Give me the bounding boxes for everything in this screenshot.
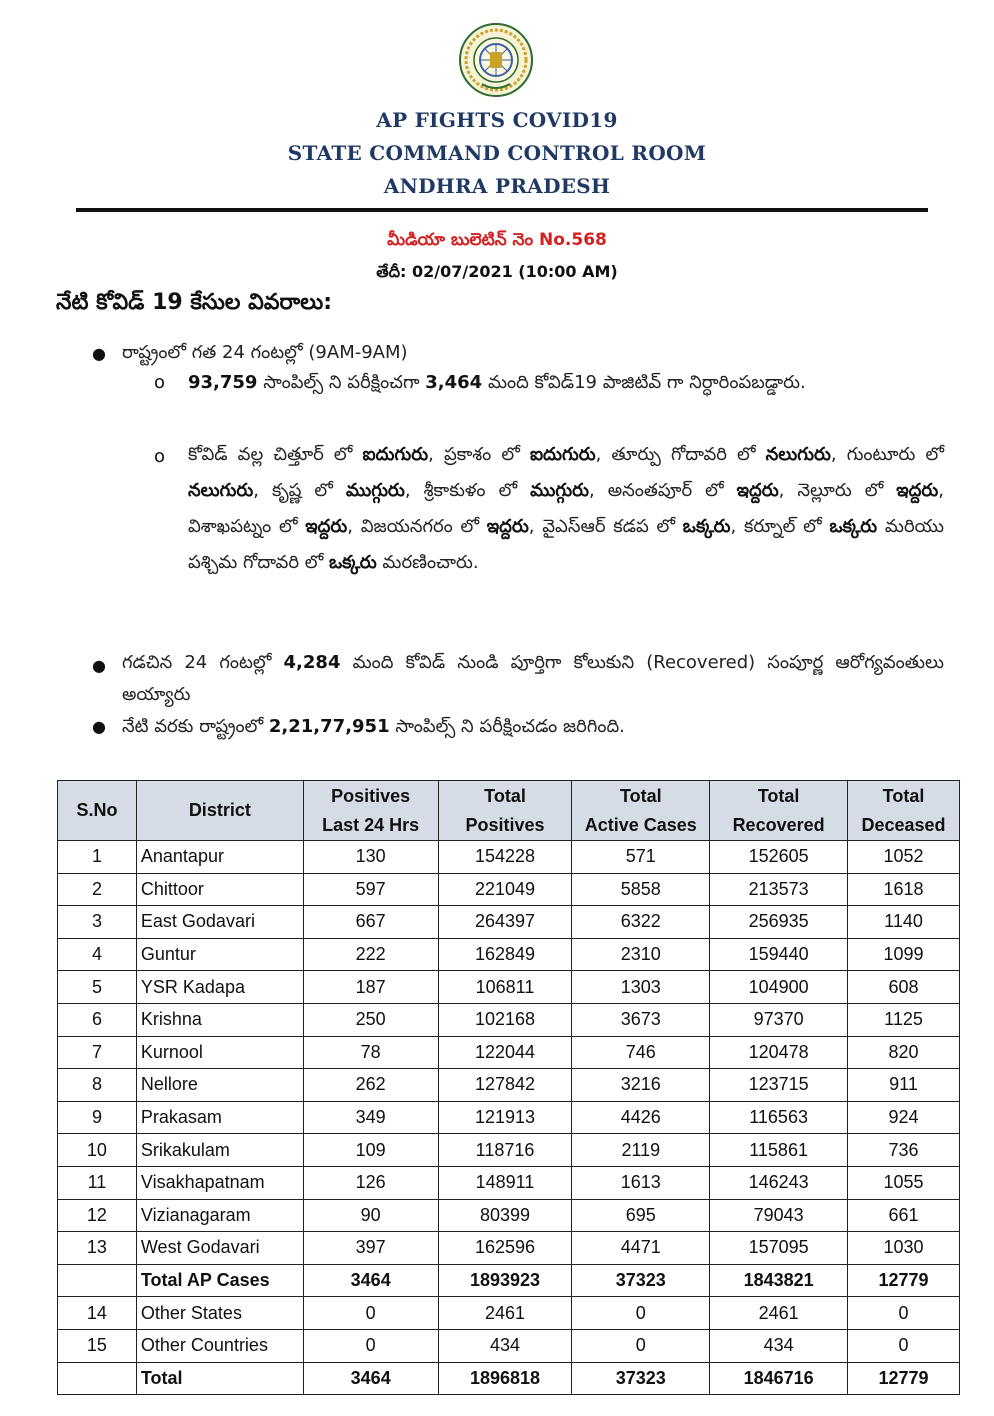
cell-total-deceased: 12779 (848, 1264, 960, 1297)
cell-positives-24h: 0 (303, 1297, 438, 1330)
deaths-text: , విజయనగరం లో (347, 516, 487, 537)
table-row (58, 971, 960, 1004)
cell-active-cases: 2119 (572, 1134, 710, 1167)
cell-sno: 14 (58, 1297, 137, 1330)
deaths-paragraph (188, 437, 944, 581)
table-row (58, 906, 960, 939)
cell-active-cases: 746 (572, 1036, 710, 1069)
table-header-row (58, 781, 960, 841)
table-row (58, 1069, 960, 1102)
cell-total-recovered: 1846716 (710, 1362, 848, 1395)
cell-total-recovered: 115861 (710, 1134, 848, 1167)
deaths-count: ఒక్కరు (829, 516, 878, 537)
cell-total-recovered: 1843821 (710, 1264, 848, 1297)
deaths-count: ఒక్కరు (682, 516, 731, 537)
cell-total-positives: 106811 (438, 971, 572, 1004)
deaths-text: , కృష్ణ లో (253, 480, 346, 501)
cell-total-recovered: 2461 (710, 1297, 848, 1330)
cell-positives-24h: 262 (303, 1069, 438, 1102)
total-samples-text-b: సాంపిల్స్ ని పరీక్షించడం జరిగింది. (395, 716, 625, 737)
bulletin-title: మీడియా బులెటిన్ నెం No.568 (387, 230, 607, 250)
cell-total-deceased: 924 (848, 1101, 960, 1134)
recovered-paragraph (122, 647, 944, 711)
cell-district: Total (136, 1362, 303, 1395)
cell-district: Prakasam (136, 1101, 303, 1134)
table-row (58, 938, 960, 971)
cell-sno: 12 (58, 1199, 137, 1232)
cell-total-positives: 80399 (438, 1199, 572, 1232)
cell-positives-24h: 250 (303, 1003, 438, 1036)
cell-district: YSR Kadapa (136, 971, 303, 1004)
cell-total-deceased: 0 (848, 1329, 960, 1362)
bullet-icon: ● (92, 717, 106, 736)
cell-total-positives: 102168 (438, 1003, 572, 1036)
cell-total-positives: 221049 (438, 873, 572, 906)
cell-district: Visakhapatnam (136, 1166, 303, 1199)
bullet-icon: ● (92, 344, 106, 363)
cell-total-recovered: 116563 (710, 1101, 848, 1134)
cell-sno: 5 (58, 971, 137, 1004)
recovered-text-a: గడచిన 24 గంటల్లో (122, 652, 272, 673)
cell-positives-24h: 109 (303, 1134, 438, 1167)
cell-total-deceased: 911 (848, 1069, 960, 1102)
table-body (58, 841, 960, 1395)
table-row (58, 1166, 960, 1199)
cell-sno: 1 (58, 841, 137, 874)
cell-active-cases: 571 (572, 841, 710, 874)
cell-positives-24h: 597 (303, 873, 438, 906)
deaths-text: , గుంటూరు లో (830, 444, 944, 465)
table-row (58, 841, 960, 874)
cell-total-deceased: 608 (848, 971, 960, 1004)
cell-active-cases: 0 (572, 1297, 710, 1330)
cell-active-cases: 6322 (572, 906, 710, 939)
district-stats-table (57, 780, 960, 1395)
total-samples-paragraph (122, 709, 944, 745)
cell-district: Vizianagaram (136, 1199, 303, 1232)
column-header-active-cases: Total Active Cases (572, 781, 710, 841)
cell-sno: 15 (58, 1329, 137, 1362)
deaths-count: ఒక్కరు (328, 552, 377, 573)
cell-sno: 7 (58, 1036, 137, 1069)
cell-total-recovered: 434 (710, 1329, 848, 1362)
cell-sno: 3 (58, 906, 137, 939)
deaths-count: ఇద్దరు (486, 516, 529, 537)
cell-positives-24h: 78 (303, 1036, 438, 1069)
column-header-total-recovered: Total Recovered (710, 781, 848, 841)
cell-active-cases: 2310 (572, 938, 710, 971)
cell-total-recovered: 157095 (710, 1232, 848, 1265)
cell-total-positives: 122044 (438, 1036, 572, 1069)
sub-bullet-icon: o (154, 446, 166, 467)
cell-sno: 2 (58, 873, 137, 906)
table-row (58, 1264, 960, 1297)
cell-total-recovered: 152605 (710, 841, 848, 874)
header-line-2: STATE COMMAND CONTROL ROOM (287, 141, 707, 165)
cell-active-cases: 695 (572, 1199, 710, 1232)
cell-total-positives: 148911 (438, 1166, 572, 1199)
cell-sno (58, 1264, 137, 1297)
cell-total-deceased: 1618 (848, 873, 960, 906)
table-row (58, 1003, 960, 1036)
cell-total-positives: 2461 (438, 1297, 572, 1330)
deaths-text: కోవిడ్ వల్ల చిత్తూర్ లో (188, 444, 363, 465)
table-row (58, 1199, 960, 1232)
deaths-text: , నెల్లూరు లో (778, 480, 897, 501)
date-label: తేదీ (376, 262, 401, 281)
samples-text-a: సాంపిల్స్ ని పరీక్షించగా (263, 372, 420, 393)
cell-positives-24h: 349 (303, 1101, 438, 1134)
table-row (58, 1232, 960, 1265)
total-samples-text-a: నేటి వరకు రాష్ట్రంలో (122, 716, 264, 737)
cell-active-cases: 4426 (572, 1101, 710, 1134)
cell-positives-24h: 0 (303, 1329, 438, 1362)
cell-active-cases: 0 (572, 1329, 710, 1362)
cell-district: East Godavari (136, 906, 303, 939)
table-row (58, 1036, 960, 1069)
deaths-count: ఇద్దరు (896, 480, 939, 501)
header-divider (76, 208, 928, 212)
cell-active-cases: 3216 (572, 1069, 710, 1102)
deaths-text: , వైఎస్ఆర్ కడప లో (528, 516, 683, 537)
cell-total-deceased: 736 (848, 1134, 960, 1167)
deaths-count: ఐదుగురు (362, 444, 429, 465)
cell-sno: 4 (58, 938, 137, 971)
cell-sno: 8 (58, 1069, 137, 1102)
header-line-3: ANDHRA PRADESH (383, 174, 611, 198)
cell-total-deceased: 1052 (848, 841, 960, 874)
deaths-text: , తూర్పు గోదావరి లో (595, 444, 766, 465)
cell-active-cases: 37323 (572, 1362, 710, 1395)
deaths-text: , విశాఖపట్నం లో (188, 480, 944, 537)
deaths-count: ఐదుగురు (529, 444, 596, 465)
cell-total-recovered: 146243 (710, 1166, 848, 1199)
column-header-total-deceased: Total Deceased (848, 781, 960, 841)
cell-total-deceased: 661 (848, 1199, 960, 1232)
bullet-1-heading: రాష్ట్రంలో గత 24 గంటల్లో (9AM-9AM) (122, 342, 408, 363)
cell-total-positives: 1893923 (438, 1264, 572, 1297)
cell-positives-24h: 3464 (303, 1264, 438, 1297)
samples-text-b: మంది కోవిడ్19 పాజిటివ్ గా నిర్ధారింపబడ్డారు. (487, 372, 806, 393)
header-line-1: AP FIGHTS COVID19 (376, 108, 618, 132)
cell-active-cases: 1303 (572, 971, 710, 1004)
deaths-count: ఇద్దరు (736, 480, 779, 501)
cell-district: Other States (136, 1297, 303, 1330)
deaths-count: నలుగురు (765, 444, 831, 465)
cell-sno: 10 (58, 1134, 137, 1167)
cell-positives-24h: 397 (303, 1232, 438, 1265)
cell-total-recovered: 213573 (710, 873, 848, 906)
cell-active-cases: 4471 (572, 1232, 710, 1265)
state-emblem-icon (458, 22, 534, 98)
table-row (58, 1101, 960, 1134)
cell-district: Nellore (136, 1069, 303, 1102)
cell-positives-24h: 222 (303, 938, 438, 971)
cell-total-recovered: 123715 (710, 1069, 848, 1102)
cell-district: Total AP Cases (136, 1264, 303, 1297)
cell-total-deceased: 1030 (848, 1232, 960, 1265)
cell-district: Kurnool (136, 1036, 303, 1069)
cell-sno (58, 1362, 137, 1395)
cell-total-positives: 434 (438, 1329, 572, 1362)
deaths-text: , శ్రీకాకుళం లో (404, 480, 531, 501)
samples-paragraph (188, 365, 908, 401)
cell-total-positives: 154228 (438, 841, 572, 874)
cell-total-deceased: 1055 (848, 1166, 960, 1199)
cell-district: West Godavari (136, 1232, 303, 1265)
cell-total-positives: 162849 (438, 938, 572, 971)
cell-total-positives: 1896818 (438, 1362, 572, 1395)
cell-sno: 13 (58, 1232, 137, 1265)
total-samples-count: 2,21,77,951 (268, 716, 390, 737)
bullet-icon: ● (92, 656, 106, 675)
cell-positives-24h: 187 (303, 971, 438, 1004)
section-title: నేటి కోవిడ్ 19 కేసుల వివరాలు: (56, 290, 333, 315)
positives-count: 3,464 (425, 372, 483, 393)
deaths-count: నలుగురు (188, 480, 254, 501)
table-row (58, 1362, 960, 1395)
cell-sno: 6 (58, 1003, 137, 1036)
deaths-text: మరియు పశ్చిమ గోదావరి లో (188, 516, 944, 573)
deaths-text: , అనంతపూర్ లో (589, 480, 737, 501)
cell-positives-24h: 667 (303, 906, 438, 939)
cell-total-deceased: 12779 (848, 1362, 960, 1395)
cell-active-cases: 5858 (572, 873, 710, 906)
cell-total-deceased: 1099 (848, 938, 960, 971)
cell-total-positives: 127842 (438, 1069, 572, 1102)
cell-active-cases: 3673 (572, 1003, 710, 1036)
recovered-text-b: మంది కోవిడ్ నుండి పూర్తిగా కోలుకుని (Recovered) సంపూర్ణ ఆరోగ్యవంతులు అయ్యారు (122, 652, 945, 705)
cell-district: Guntur (136, 938, 303, 971)
column-header-sno: S.No (58, 781, 137, 841)
cell-positives-24h: 130 (303, 841, 438, 874)
column-header-district: District (136, 781, 303, 841)
cell-total-recovered: 256935 (710, 906, 848, 939)
cell-total-recovered: 79043 (710, 1199, 848, 1232)
cell-district: Chittoor (136, 873, 303, 906)
cell-total-recovered: 120478 (710, 1036, 848, 1069)
cell-active-cases: 37323 (572, 1264, 710, 1297)
cell-total-recovered: 159440 (710, 938, 848, 971)
cell-total-positives: 118716 (438, 1134, 572, 1167)
table-row (58, 1329, 960, 1362)
deaths-text: మరణించారు. (376, 552, 479, 573)
table-row (58, 1134, 960, 1167)
cell-total-positives: 264397 (438, 906, 572, 939)
cell-district: Srikakulam (136, 1134, 303, 1167)
cell-total-recovered: 97370 (710, 1003, 848, 1036)
cell-district: Krishna (136, 1003, 303, 1036)
cell-total-recovered: 104900 (710, 971, 848, 1004)
cell-positives-24h: 126 (303, 1166, 438, 1199)
bulletin-date (0, 262, 994, 285)
date-value: : 02/07/2021 (10:00 AM) (400, 262, 618, 281)
cell-total-deceased: 0 (848, 1297, 960, 1330)
cell-positives-24h: 3464 (303, 1362, 438, 1395)
recovered-count: 4,284 (283, 652, 341, 673)
cell-sno: 11 (58, 1166, 137, 1199)
deaths-count: ముగ్గురు (345, 480, 405, 501)
table-row (58, 1297, 960, 1330)
table-row (58, 873, 960, 906)
cell-total-deceased: 1125 (848, 1003, 960, 1036)
cell-sno: 9 (58, 1101, 137, 1134)
deaths-count: ఇద్దరు (305, 516, 348, 537)
deaths-text: , కర్నూల్ లో (730, 516, 830, 537)
cell-total-deceased: 820 (848, 1036, 960, 1069)
column-header-total-positives: Total Positives (438, 781, 572, 841)
sub-bullet-icon: o (154, 372, 166, 393)
deaths-count: ముగ్గురు (530, 480, 589, 501)
deaths-text: , ప్రకాశం లో (428, 444, 530, 465)
cell-positives-24h: 90 (303, 1199, 438, 1232)
cell-total-positives: 162596 (438, 1232, 572, 1265)
column-header-positives-24h: Positives Last 24 Hrs (303, 781, 438, 841)
samples-count: 93,759 (188, 372, 258, 393)
cell-total-deceased: 1140 (848, 906, 960, 939)
cell-active-cases: 1613 (572, 1166, 710, 1199)
cell-district: Anantapur (136, 841, 303, 874)
cell-total-positives: 121913 (438, 1101, 572, 1134)
cell-district: Other Countries (136, 1329, 303, 1362)
